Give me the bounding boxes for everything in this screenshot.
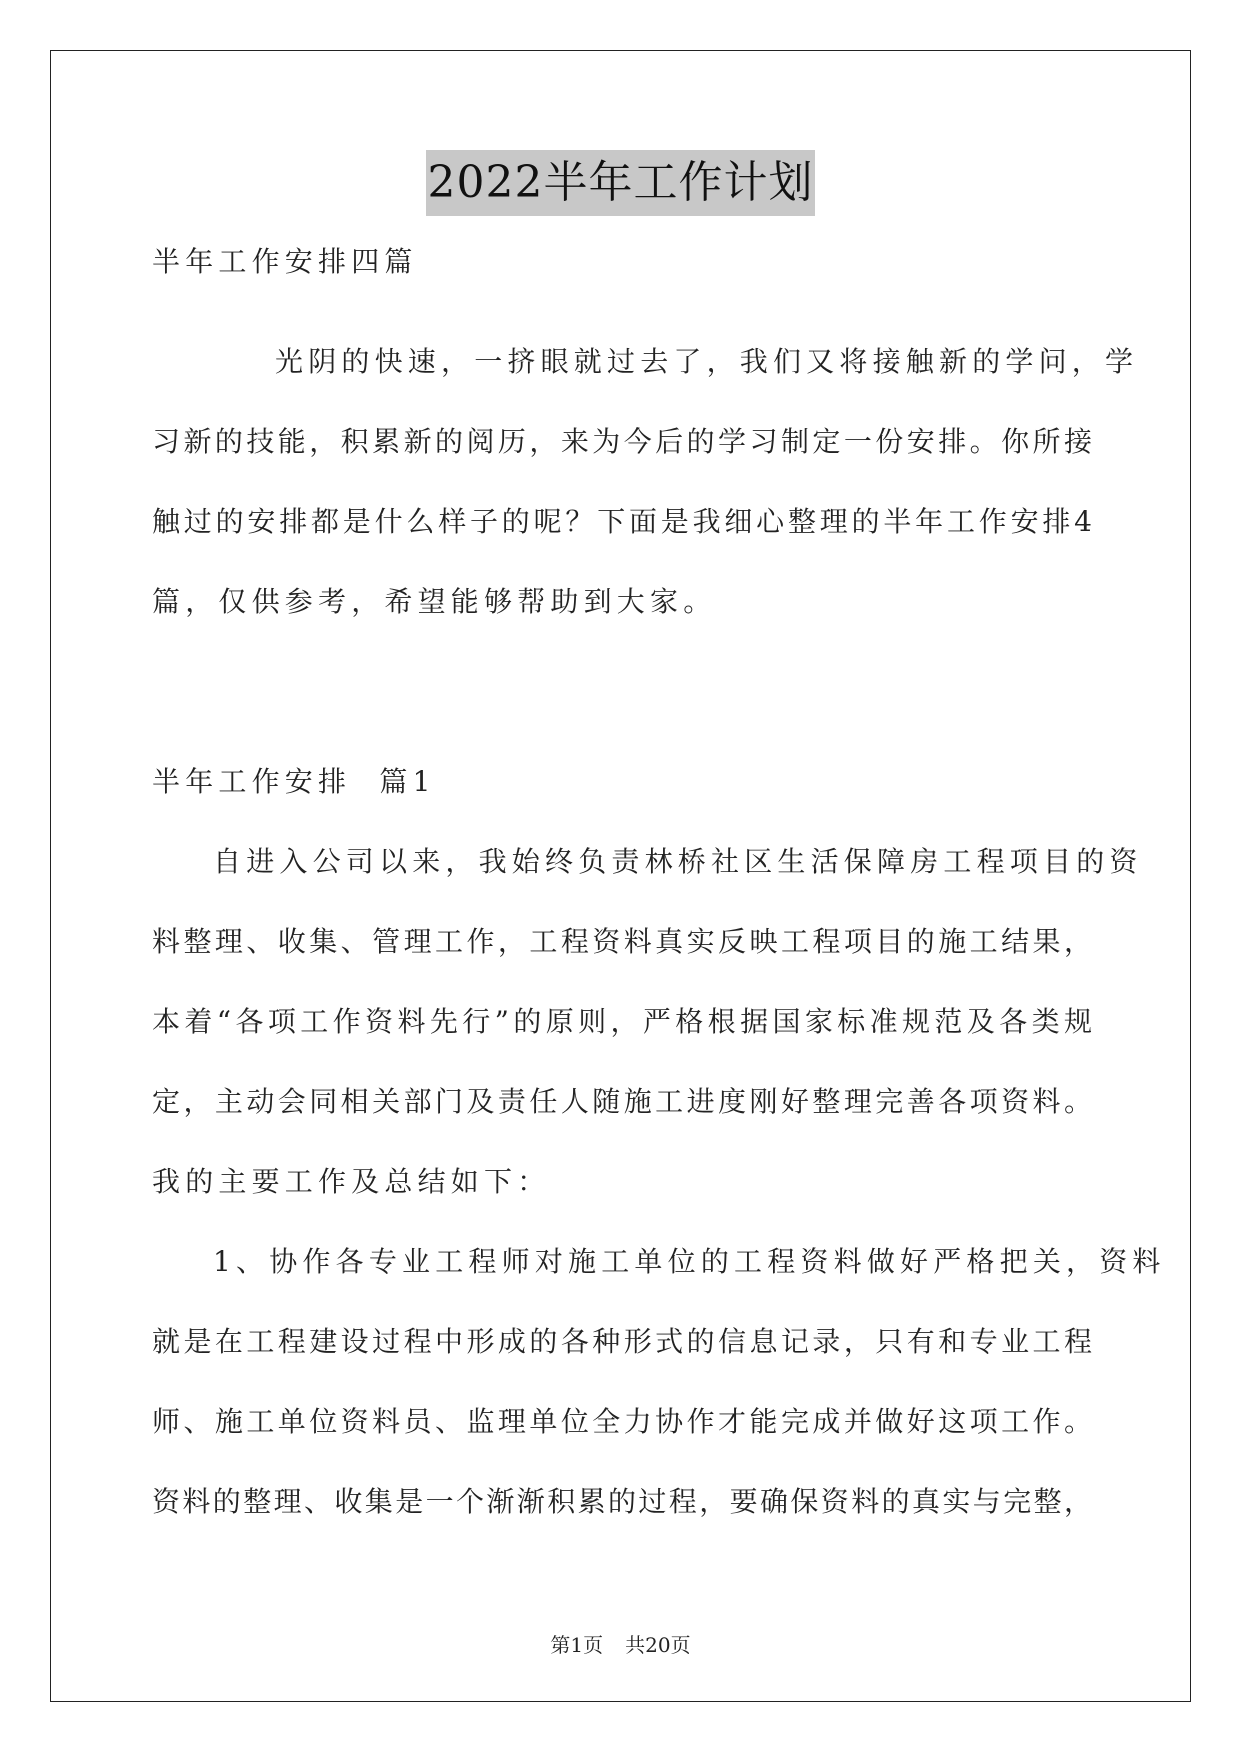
body-line: 自进入公司以来，我始终负责林桥社区生活保障房工程项目的资 — [213, 845, 1143, 878]
body-line: 我的主要工作及总结如下： — [152, 1165, 551, 1198]
page-total: 共20页 — [625, 1633, 691, 1657]
body-line: 料整理、收集、管理工作，工程资料真实反映工程项目的施工结果， — [152, 925, 1092, 958]
document-title: 2022半年工作计划 — [426, 150, 816, 216]
body-line: 习新的技能，积累新的阅历，来为今后的学习制定一份安排。你所接 — [152, 425, 1092, 458]
body-line: 光阴的快速，一挤眼就过去了，我们又将接触新的学问，学 — [275, 345, 1139, 378]
body-line: 定，主动会同相关部门及责任人随施工进度刚好整理完善各项资料。 — [152, 1085, 1092, 1118]
page-footer — [0, 1631, 1241, 1659]
body-line: 就是在工程建设过程中形成的各种形式的信息记录，只有和专业工程 — [152, 1325, 1092, 1358]
section-heading: 半年工作安排四篇 — [152, 245, 418, 278]
body-line: 触过的安排都是什么样子的呢？下面是我细心整理的半年工作安排4 — [152, 505, 1092, 538]
section-heading: 半年工作安排 篇1 — [152, 765, 436, 798]
title-container — [0, 150, 1241, 216]
body-line: 1、协作各专业工程师对施工单位的工程资料做好严格把关，资料 — [213, 1245, 1166, 1278]
body-line: 本着“各项工作资料先行”的原则，严格根据国家标准规范及各类规 — [152, 1005, 1092, 1038]
body-line: 资料的整理、收集是一个渐渐积累的过程，要确保资料的真实与完整， — [152, 1485, 1092, 1518]
body-line: 师、施工单位资料员、监理单位全力协作才能完成并做好这项工作。 — [152, 1405, 1092, 1438]
page-number: 第1页 — [550, 1633, 604, 1657]
body-line: 篇，仅供参考，希望能够帮助到大家。 — [152, 585, 717, 618]
